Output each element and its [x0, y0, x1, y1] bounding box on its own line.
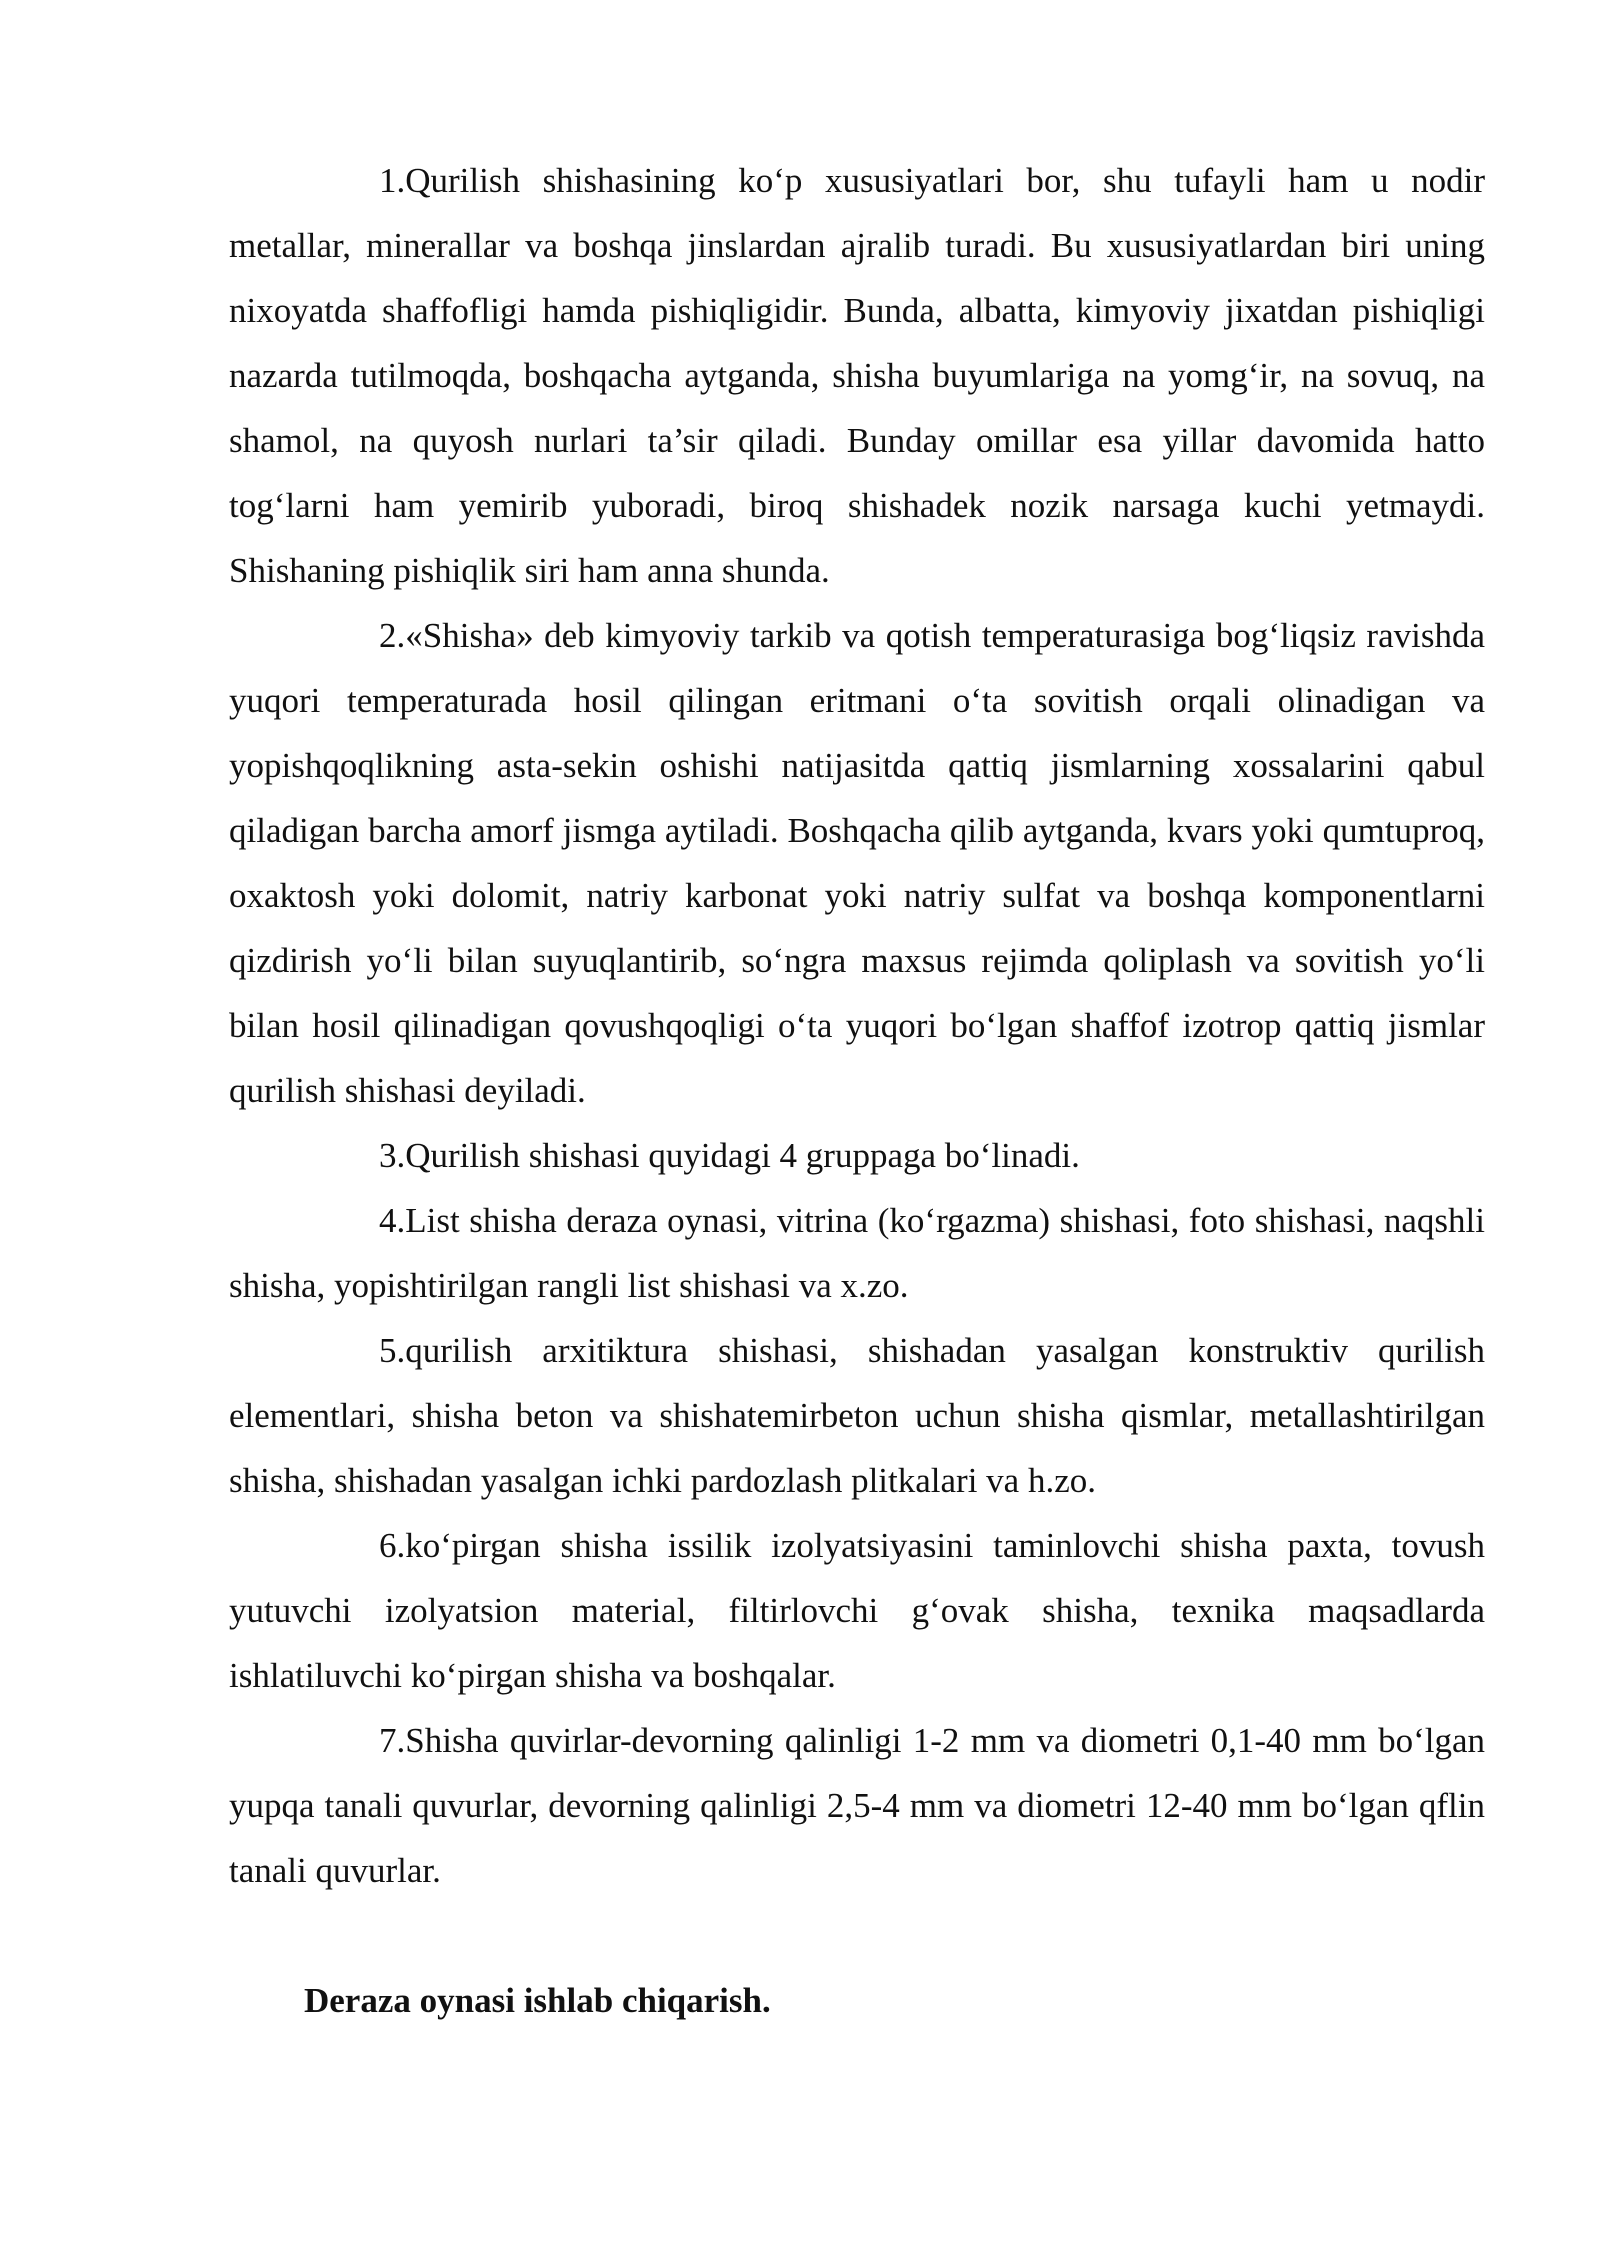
paragraph-text: Qurilish shishasining ko‘p xususiyatlari bor, shu tufayli ham u nodir metallar, minerallar va boshqa jinslardan ajralib turadi. Bu xususiyatlardan biri uning nixoyatda shaffofligi hamda pishiqligidir. Bunda, albatta, kimyoviy jixatdan pishiqligi nazarda tutilmoqda, boshqacha aytganda, shisha buyumlariga na yomg‘ir, na sovuq, na shamol, na quyosh nurlari ta’sir qiladi. Bunday omillar esa yillar davomida hatto tog‘larni ham yemirib yuboradi, biroq shishadek nozik narsaga kuchi yetmaydi. Shishaning pishiqlik siri ham anna shunda.: [229, 161, 1485, 590]
paragraph-text: Qurilish shishasi quyidagi 4 gruppaga bo‘linadi.: [405, 1136, 1080, 1175]
paragraph-number: 5.: [379, 1331, 406, 1370]
paragraph-5: [229, 1318, 1485, 1513]
paragraph-3: [229, 1123, 1485, 1188]
paragraph-number: 3.: [379, 1136, 406, 1175]
paragraph-number: 1.: [379, 161, 406, 200]
paragraph-text: «Shisha» deb kimyoviy tarkib va qotish temperaturasiga bog‘liqsiz ravishda yuqori temperaturada hosil qilingan eritmani o‘ta sovitish orqali olinadigan va yopishqoqlikning asta-sekin oshishi natijasitda qattiq jismlarning xossalarini qabul qiladigan barcha amorf jismga aytiladi. Boshqacha qilib aytganda, kvars yoki qumtuproq, oxaktosh yoki dolomit, natriy karbonat yoki natriy sulfat va boshqa komponentlarni qizdirish yo‘li bilan suyuqlantirib, so‘ngra maxsus rejimda qoliplash va sovitish yo‘li bilan hosil qilinadigan qovushqoqligi o‘ta yuqori bo‘lgan shaffof izotrop qattiq jismlar qurilish shishasi deyiladi.: [229, 616, 1485, 1110]
paragraph-text: List shisha deraza oynasi, vitrina (ko‘rgazma) shishasi, foto shishasi, naqshli shisha, yopishtirilgan rangli list shishasi va x.zo.: [229, 1201, 1485, 1305]
paragraph-number: 4.: [379, 1201, 406, 1240]
paragraph-2: [229, 603, 1485, 1123]
paragraph-7: [229, 1708, 1485, 1903]
paragraph-number: 2.: [379, 616, 406, 655]
paragraph-4: [229, 1188, 1485, 1318]
section-heading: Deraza oynasi ishlab chiqarish.: [304, 1981, 771, 2020]
paragraph-text: qurilish arxitiktura shishasi, shishadan yasalgan konstruktiv qurilish elementlari, shisha beton va shishatemirbeton uchun shisha qismlar, metallashtirilgan shisha, shishadan yasalgan ichki pardozlash plitkalari va h.zo.: [229, 1331, 1485, 1500]
paragraph-6: [229, 1513, 1485, 1708]
paragraph-text: Shisha quvirlar-devorning qalinligi 1-2 mm va diometri 0,1-40 mm bo‘lgan yupqa tanali quvurlar, devorning qalinligi 2,5-4 mm va diometri 12-40 mm bo‘lgan qflin tanali quvurlar.: [229, 1721, 1485, 1890]
paragraph-text: ko‘pirgan shisha issilik izolyatsiyasini taminlovchi shisha paxta, tovush yutuvchi izolyatsion material, filtirlovchi g‘ovak shisha, texnika maqsadlarda ishlatiluvchi ko‘pirgan shisha va boshqalar.: [229, 1526, 1485, 1695]
paragraph-number: 7.: [379, 1721, 406, 1760]
paragraph-number: 6.: [379, 1526, 406, 1565]
document-body: [229, 148, 1485, 2033]
paragraph-1: [229, 148, 1485, 603]
